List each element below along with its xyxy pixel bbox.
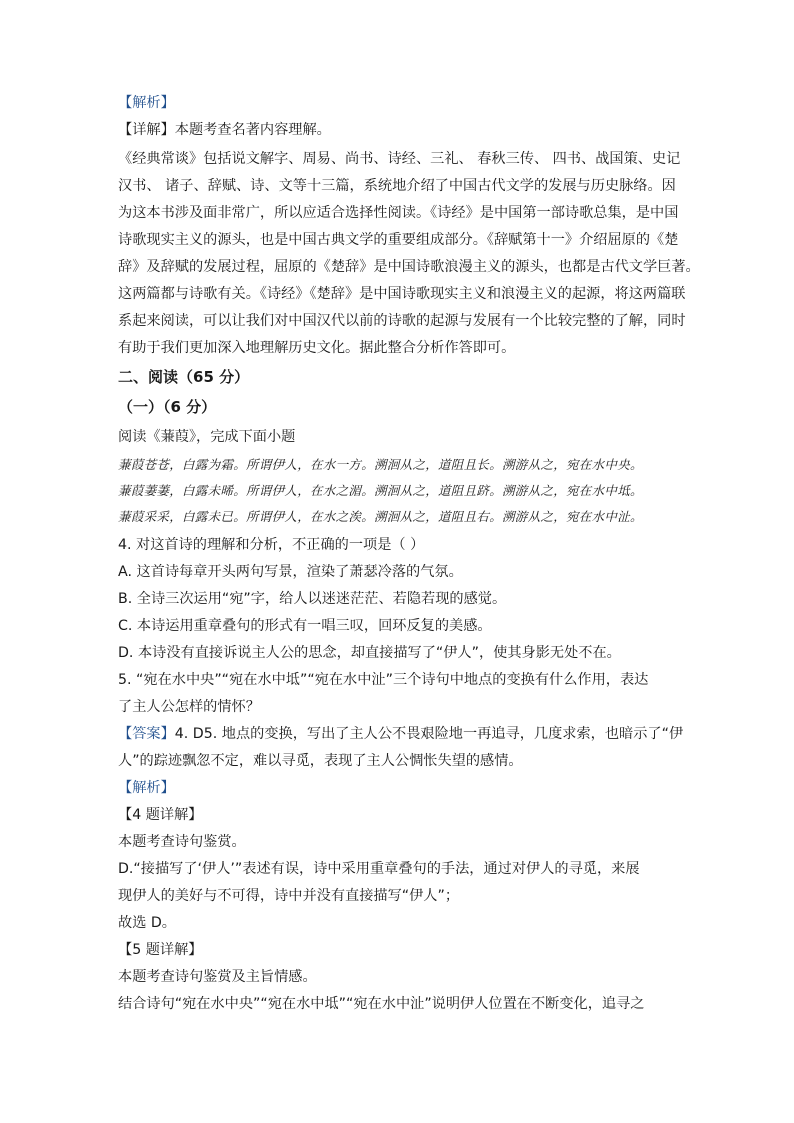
reading-instruction: 阅读《蒹葭》，完成下面小题 <box>118 429 296 445</box>
answer-line <box>118 724 683 744</box>
paragraph-line: 汉书、 诸子、辞赋、诗、文等十三篇，系统地介绍了中国古代文学的发展与历史脉络。因 <box>118 178 676 194</box>
question-5: 5. “宛在水中央”“宛在水中坻”“宛在水中沚”三个诗句中地点的变换有什么作用，表达 <box>118 672 649 688</box>
q4-conclusion: 故选 D。 <box>118 915 176 931</box>
subsection-heading: （一）（6 分） <box>118 398 217 416</box>
option-c: C. 本诗运用重章叠句的形式有一唱三叹，回环反复的美感。 <box>118 618 492 634</box>
paragraph-line: 辞》及辞赋的发展过程，屈原的《楚辞》是中国诗歌浪漫主义的源头，也都是古代文学巨著。 <box>118 259 700 275</box>
answer-tag: 【答案】 <box>118 726 175 742</box>
question-5-cont: 了主人公怎样的情怀？ <box>118 699 260 715</box>
paragraph-line: 这两篇都与诗歌有关。《诗经》《楚辞》是中国诗歌现实主义和浪漫主义的起源，将这两篇联 <box>118 286 686 302</box>
poem-stanza: 蒹葭苍苍，白露为霜。所谓伊人，在水一方。溯洄从之，道阻且长。溯游从之，宛在水中央。 <box>118 457 643 472</box>
paragraph-line: 有助于我们更加深入地理解历史文化。据此整合分析作答即可。 <box>118 340 516 356</box>
q4-detail-heading: 【4 题详解】 <box>118 807 203 823</box>
q5-detail-line: 结合诗句“宛在水中央”“宛在水中坻”“宛在水中沚”说明伊人位置在不断变化，追寻之 <box>118 996 645 1012</box>
paragraph-line: 系起来阅读，可以让我们对中国汉代以前的诗歌的起源与发展有一个比较完整的了解，同时 <box>118 313 686 329</box>
q5-detail-line: 本题考查诗句鉴赏及主旨情感。 <box>118 969 317 985</box>
analysis-heading-2: 【解析】 <box>118 780 175 796</box>
paragraph-line: 为这本书涉及面非常广，所以应适合选择性阅读。《诗经》是中国第一部诗歌总集，是中国 <box>118 205 679 221</box>
detail-intro: 【详解】本题考查名著内容理解。 <box>118 122 331 138</box>
answer-text: 4. D5. 地点的变换，写出了主人公不畏艰险地一再追寻，几度求索，也暗示了“伊 <box>174 726 684 742</box>
q4-detail-line: D.“接描写了‘伊人’”表述有误，诗中采用重章叠句的手法，通过对伊人的寻觅，来展 <box>118 861 640 877</box>
q4-detail-line: 现伊人的美好与不可得，诗中并没有直接描写“伊人”； <box>118 888 460 904</box>
q4-detail-line: 本题考查诗句鉴赏。 <box>118 834 246 850</box>
analysis-heading: 【解析】 <box>118 95 175 111</box>
answer-cont: 人”的踪迹飘忽不定，难以寻觅，表现了主人公惆怅失望的感情。 <box>118 753 523 769</box>
option-a: A. 这首诗每章开头两句写景，渲染了萧瑟冷落的气氛。 <box>118 564 463 580</box>
q5-detail-heading: 【5 题详解】 <box>118 942 203 958</box>
poem-stanza: 蒹葭萋萋，白露未晞。所谓伊人，在水之湄。溯洄从之，道阻且跻。溯游从之，宛在水中坻。 <box>118 483 643 498</box>
poem-stanza: 蒹葭采采，白露未已。所谓伊人，在水之涘。溯洄从之，道阻且右。溯游从之，宛在水中沚。 <box>118 509 643 524</box>
option-b: B. 全诗三次运用“宛”字，给人以迷迷茫茫、若隐若现的感觉。 <box>118 591 507 607</box>
option-d: D. 本诗没有直接诉说主人公的思念，却直接描写了“伊人”，使其身影无处不在。 <box>118 645 621 661</box>
paragraph-line: 《经典常谈》包括说文解字、周易、尚书、诗经、三礼、 春秋三传、 四书、战国策、史记 <box>118 151 681 167</box>
question-4: 4. 对这首诗的理解和分析，不正确的一项是（ ） <box>118 537 425 553</box>
section-heading: 二、阅读（65 分） <box>118 368 250 386</box>
paragraph-line: 诗歌现实主义的源头，也是中国古典文学的重要组成部分。《辞赋第十一》介绍屈原的《楚 <box>118 232 679 248</box>
